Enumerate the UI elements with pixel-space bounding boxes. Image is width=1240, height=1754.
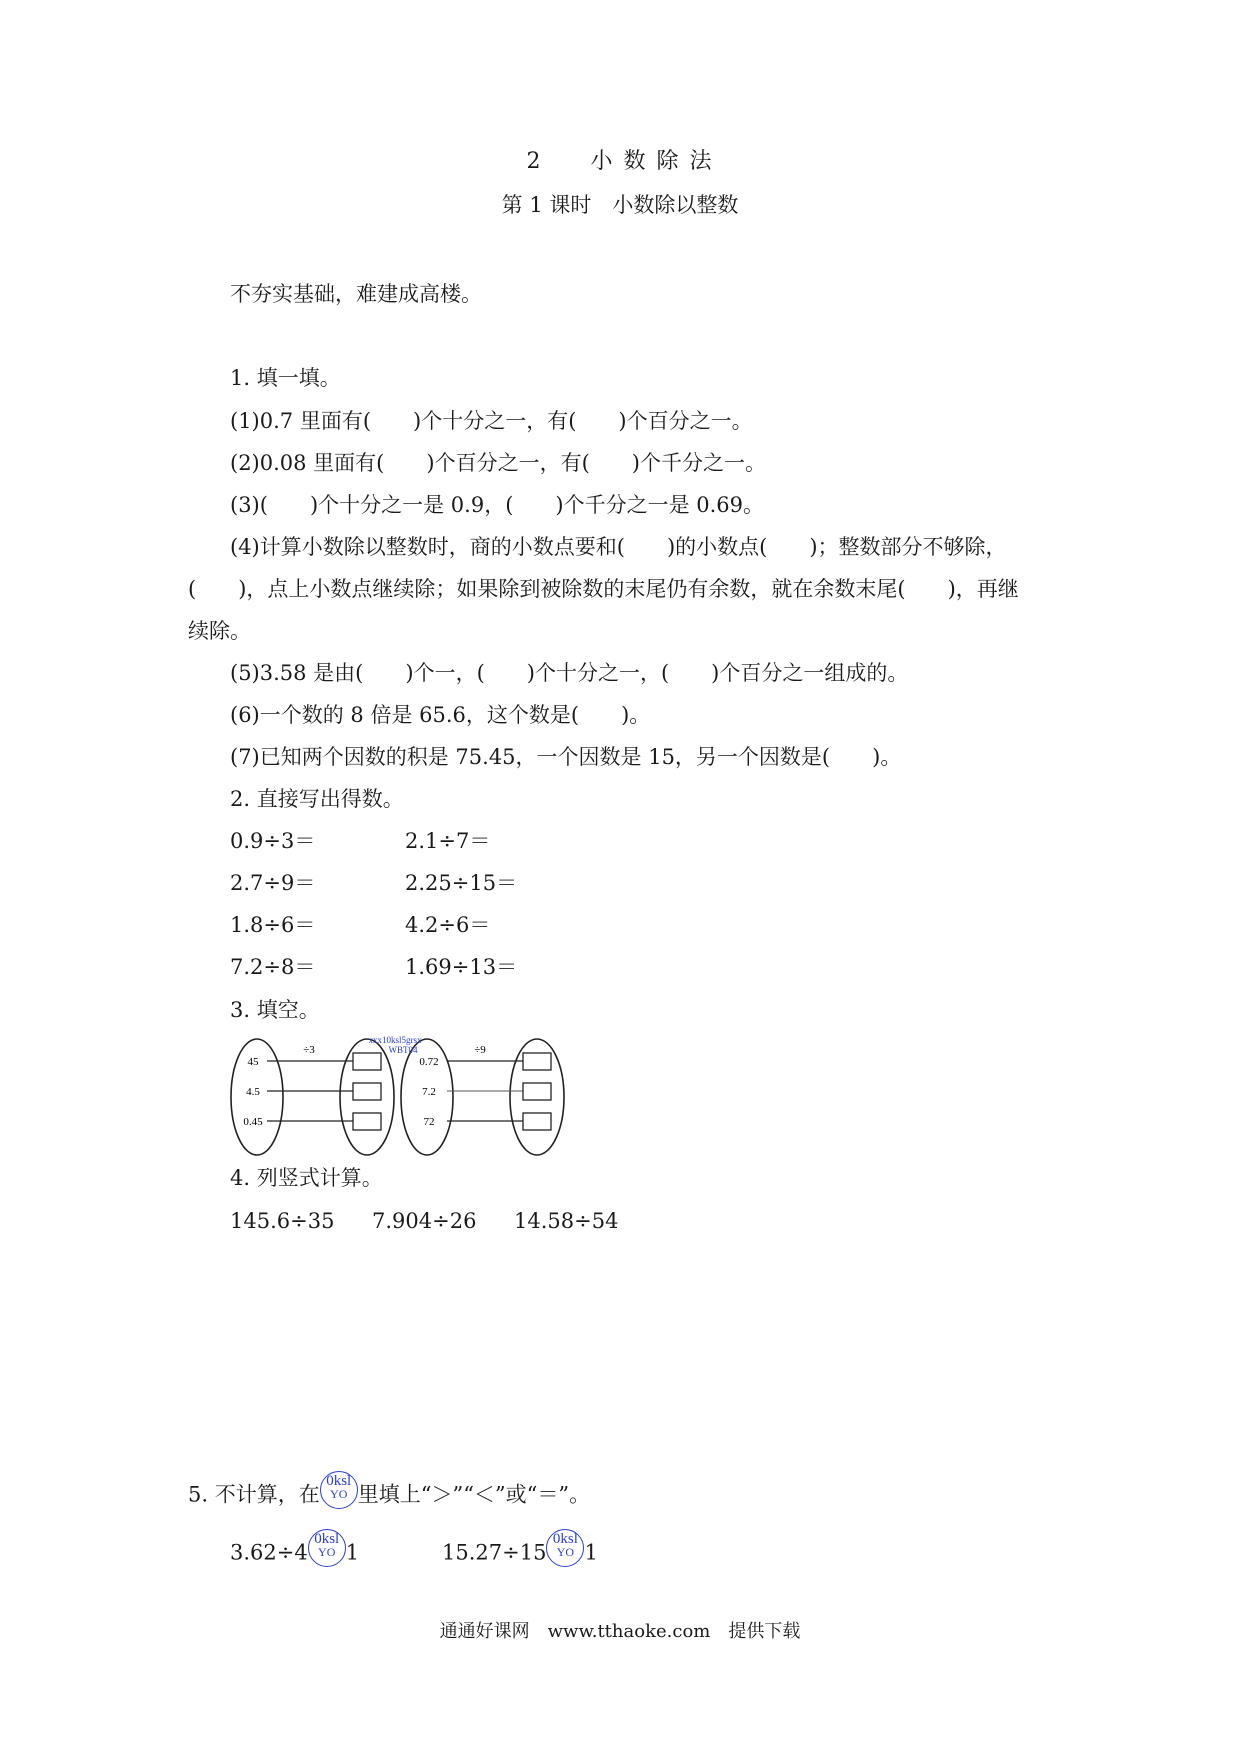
q4-problem: 14.58÷54 (514, 1209, 619, 1233)
q5-right-value: 1 (584, 1540, 598, 1565)
q1-item: (7)已知两个因数的积是 75.45，一个因数是 15，另一个因数是( )。 (230, 745, 902, 769)
stamp-text: 0ksl (314, 1531, 340, 1547)
q4-problem: 7.904÷26 (372, 1209, 477, 1233)
stamp-text: YO (556, 1545, 575, 1559)
stamp-text: 0ksl (552, 1531, 578, 1547)
operator-divide-9: ÷9 (474, 1044, 486, 1056)
answer-box[interactable] (353, 1053, 381, 1070)
stamp-text: 0ksl (326, 1473, 352, 1489)
left-value: 4.5 (246, 1086, 260, 1098)
answer-box[interactable] (523, 1083, 551, 1100)
circle-blank-icon[interactable] (320, 1471, 358, 1509)
unit-title: 2 小 数 除 法 (526, 149, 714, 174)
left-value: 45 (247, 1056, 259, 1068)
answer-box[interactable] (523, 1113, 551, 1130)
q1-item: (5)3.58 是由( )个一，( )个十分之一，( )个百分之一组成的。 (230, 661, 909, 685)
q1-item: (6)一个数的 8 倍是 65.6，这个数是( )。 (230, 703, 651, 727)
q2-problem: 1.69÷13＝ (405, 955, 518, 979)
middle-value: 7.2 (422, 1086, 436, 1098)
left-value: 0.45 (243, 1116, 263, 1128)
operator-divide-3: ÷3 (303, 1044, 315, 1056)
q2-problem: 2.1÷7＝ (405, 829, 491, 853)
footer-credit: 通通好课网 www.tthaoke.com 提供下载 (439, 1621, 801, 1642)
lesson-title: 第 1 课时 小数除以整数 (501, 193, 739, 217)
q1-item: (1)0.7 里面有( )个十分之一，有( )个百分之一。 (230, 409, 753, 433)
stamp-text: YO (318, 1545, 336, 1559)
q5-heading (188, 1473, 591, 1515)
mapping-diagram (225, 1033, 585, 1158)
q5-right-value: 1 (345, 1540, 360, 1565)
q2-problem: 4.2÷6＝ (405, 913, 491, 937)
q5-left-expression: 3.62÷4 (230, 1540, 308, 1565)
q5-item (442, 1531, 598, 1573)
q5-heading-post: 里填上“＞”“＜”或“＝”。 (357, 1482, 591, 1507)
watermark-text: xxx10ksl5grsx (368, 1035, 422, 1045)
q2-problem: 2.25÷15＝ (405, 871, 518, 895)
q2-problem: 7.2÷8＝ (230, 955, 316, 979)
q5-item (230, 1531, 360, 1573)
q2-problem: 1.8÷6＝ (230, 913, 316, 937)
q1-item: (4)计算小数除以整数时，商的小数点要和( )的小数点( )；整数部分不够除， (230, 535, 1007, 559)
motto: 不夯实基础，难建成高楼。 (230, 282, 482, 306)
q2-heading: 2. 直接写出得数。 (230, 787, 404, 811)
answer-box[interactable] (353, 1083, 381, 1100)
q4-heading: 4. 列竖式计算。 (230, 1166, 383, 1190)
middle-value: 72 (423, 1116, 435, 1128)
q1-item: (2)0.08 里面有( )个百分之一，有( )个千分之一。 (230, 451, 766, 475)
q5-left-expression: 15.27÷15 (442, 1540, 547, 1565)
answer-box[interactable] (523, 1053, 551, 1070)
q1-item-continued: ( )，点上小数点继续除；如果除到被除数的末尾仍有余数，就在余数末尾( )，再继 (188, 577, 1019, 601)
q1-heading: 1. 填一填。 (230, 366, 341, 390)
circle-blank-icon[interactable] (308, 1529, 346, 1567)
q1-item: (3)( )个十分之一是 0.9，( )个千分之一是 0.69。 (230, 493, 765, 517)
answer-box[interactable] (353, 1113, 381, 1130)
q1-item-continued: 续除。 (188, 619, 251, 643)
q4-problem: 145.6÷35 (230, 1209, 335, 1233)
q2-problem: 0.9÷3＝ (230, 829, 316, 853)
q5-heading-pre: 5. 不计算，在 (188, 1482, 320, 1507)
q3-heading: 3. 填空。 (230, 998, 320, 1022)
q2-problem: 2.7÷9＝ (230, 871, 316, 895)
stamp-text: YO (330, 1487, 348, 1501)
circle-blank-icon[interactable] (546, 1529, 584, 1567)
watermark-text: WBT04 (388, 1045, 418, 1055)
middle-value: 0.72 (419, 1056, 439, 1068)
